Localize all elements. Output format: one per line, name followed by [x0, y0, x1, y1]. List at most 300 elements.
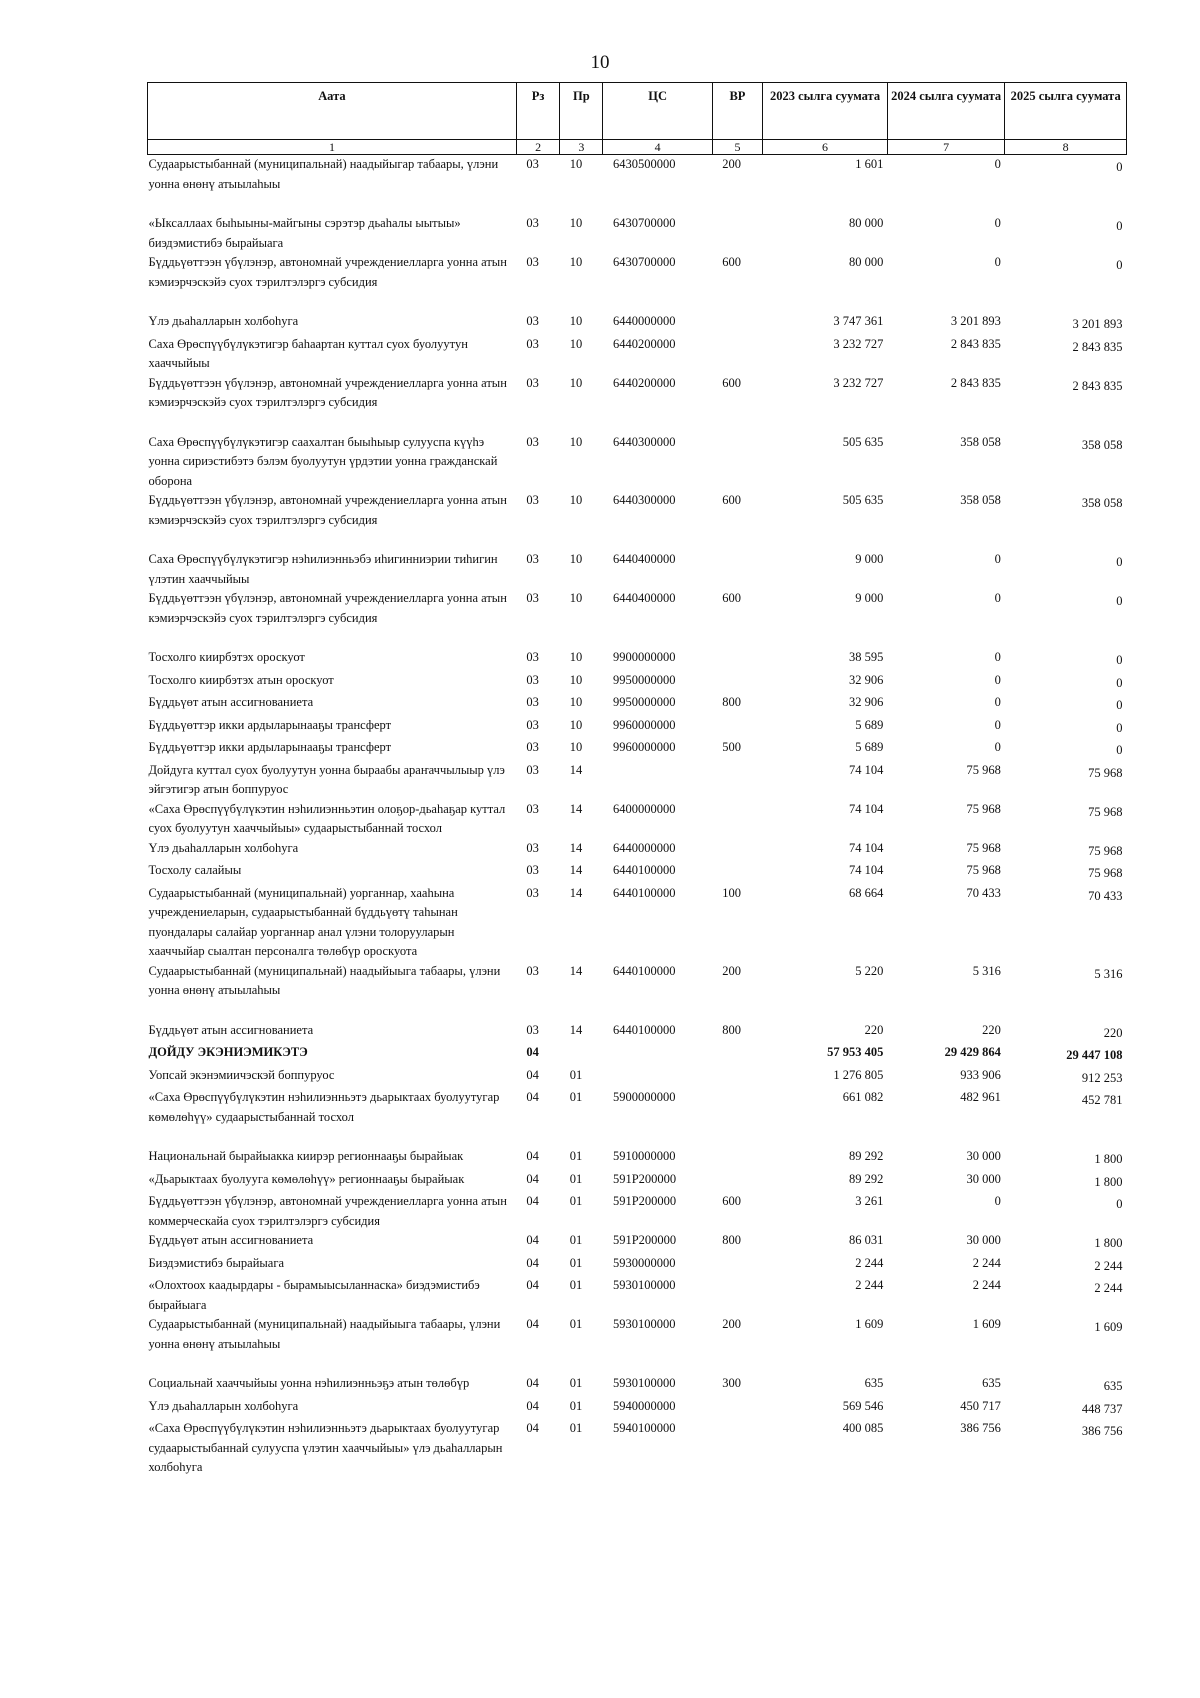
row-name: Социальнай хааччыйыы уонна нэhилиэнньэҕэ атын төлөбүр [148, 1376, 470, 1390]
row-vr: 800 [722, 1022, 741, 1037]
row-name: Бүддьүөттээн үбүлэнэр, автономнай учреждениелларга уонна атын кэмиэрчэскэйэ суох тэрилтэлэргэ субсидия [148, 255, 507, 289]
row-amount-2025: 2 843 835 [1072, 378, 1123, 393]
row-rz: 03 [526, 493, 539, 507]
row-vr [712, 800, 762, 839]
table-row [148, 1170, 1127, 1193]
row-pr: 01 [569, 1194, 583, 1208]
row-cs: 6440200000 [612, 375, 676, 390]
table-row [148, 716, 1127, 739]
row-cs: 5930100000 [612, 1317, 676, 1331]
row-rz: 03 [526, 336, 539, 351]
row-name: Судаарыстыбаннай (муниципальнай) наадыйыгар табаары, үлэни уонна өнөнү атыылаhыы [148, 157, 499, 191]
column-number: 4 [603, 140, 712, 155]
row-pr: 10 [569, 314, 583, 328]
row-rz: 04 [526, 1398, 539, 1413]
row-rz: 04 [526, 1067, 539, 1082]
row-vr [712, 214, 762, 253]
row-rz: 04 [526, 1376, 539, 1390]
header-2024: 2024 сылга суумата [887, 83, 1004, 140]
row-amount-2025: 0 [1116, 743, 1123, 757]
row-rz: 04 [526, 1278, 539, 1292]
row-spacer [148, 628, 1127, 648]
row-amount-2023: 9 000 [855, 591, 884, 605]
column-number: 7 [887, 140, 1004, 155]
row-amount-2024: 75 968 [966, 801, 1001, 816]
row-name: Биэдэмистибэ бырайыага [148, 1255, 285, 1270]
row-cs: 6440000000 [612, 314, 676, 328]
row-rz: 03 [526, 863, 539, 877]
row-pr: 14 [569, 885, 583, 900]
row-amount-2025: 0 [1116, 219, 1123, 233]
row-rz: 04 [526, 1149, 539, 1163]
table-row [148, 1066, 1127, 1089]
row-vr [712, 1254, 762, 1277]
row-amount-2025: 29 447 108 [1066, 1048, 1123, 1062]
row-pr: 01 [569, 1090, 583, 1104]
row-rz: 03 [526, 591, 539, 605]
row-amount-2023: 569 546 [842, 1398, 884, 1413]
row-amount-2024: 30 000 [966, 1171, 1001, 1186]
row-name: ДОЙДУ ЭКЭНИЭМИКЭТЭ [148, 1045, 308, 1059]
row-pr: 10 [569, 336, 583, 351]
column-number: 6 [763, 140, 888, 155]
row-spacer-cell [148, 628, 1127, 648]
row-name: Судаарыстыбаннай (муниципальнай) наадыйыыга табаары, үлэни уонна өнөнү атыылаhыы [148, 1317, 501, 1351]
row-pr: 01 [569, 1376, 583, 1390]
row-rz: 04 [526, 1171, 539, 1186]
column-number: 1 [148, 140, 517, 155]
row-amount-2025: 70 433 [1088, 888, 1123, 903]
row-pr: 10 [569, 255, 583, 269]
row-cs: 9950000000 [612, 672, 676, 687]
row-amount-2023: 32 906 [849, 672, 884, 687]
row-amount-2025: 1 800 [1094, 1152, 1123, 1166]
row-amount-2025: 75 968 [1088, 866, 1123, 880]
row-amount-2023: 1 601 [855, 157, 884, 171]
row-rz: 03 [526, 216, 539, 230]
row-rz: 04 [526, 1255, 539, 1270]
row-rz: 04 [526, 1090, 539, 1104]
row-cs: 6440100000 [612, 1022, 676, 1037]
row-vr [712, 1088, 762, 1127]
row-rz: 04 [526, 1421, 539, 1435]
table-row [148, 433, 1127, 492]
row-spacer [148, 530, 1127, 550]
header-rz: Рз [516, 83, 559, 140]
table-row [148, 214, 1127, 253]
row-pr: 14 [569, 762, 583, 777]
row-rz: 03 [526, 762, 539, 777]
row-amount-2024: 75 968 [966, 840, 1001, 855]
table-row [148, 491, 1127, 530]
row-spacer-cell [148, 1127, 1127, 1147]
row-amount-2025: 358 058 [1081, 437, 1123, 452]
row-amount-2023: 1 276 805 [833, 1067, 884, 1082]
row-name: Национальнай бырайыакка киирэр регионнааҕы бырайыак [148, 1149, 464, 1163]
row-amount-2025: 1 800 [1094, 1174, 1123, 1189]
row-vr: 600 [722, 1194, 741, 1208]
row-amount-2023: 2 244 [855, 1255, 884, 1270]
table-row [148, 962, 1127, 1001]
row-cs: 6440400000 [612, 552, 676, 566]
row-amount-2025: 0 [1116, 1197, 1123, 1211]
row-cs: 9950000000 [612, 695, 676, 709]
row-rz: 03 [526, 255, 539, 269]
row-pr [560, 1043, 603, 1066]
row-pr: 10 [569, 717, 583, 732]
row-amount-2023: 9 000 [855, 552, 884, 566]
row-name: Бүддьүөт атын ассигнованиета [148, 1022, 314, 1037]
row-pr: 10 [569, 375, 583, 390]
row-amount-2024: 29 429 864 [944, 1045, 1001, 1059]
row-amount-2024: 1 609 [972, 1317, 1001, 1331]
row-amount-2025: 75 968 [1088, 765, 1123, 780]
row-amount-2023: 74 104 [849, 840, 884, 855]
row-vr [712, 1419, 762, 1478]
table-row [148, 1254, 1127, 1277]
row-amount-2025: 0 [1116, 653, 1123, 667]
row-amount-2024: 0 [994, 157, 1001, 171]
row-spacer [148, 292, 1127, 312]
row-amount-2024: 0 [994, 255, 1001, 269]
row-amount-2023: 635 [864, 1376, 884, 1390]
row-pr: 01 [569, 1255, 583, 1270]
row-amount-2023: 57 953 405 [827, 1045, 884, 1059]
row-rz: 03 [526, 740, 539, 754]
table-body [148, 155, 1127, 1478]
row-vr [712, 716, 762, 739]
row-spacer-cell [148, 194, 1127, 214]
row-amount-2024: 0 [994, 740, 1001, 754]
row-amount-2024: 30 000 [966, 1233, 1001, 1247]
row-cs: 5940000000 [612, 1398, 676, 1413]
row-amount-2025: 0 [1116, 160, 1123, 174]
row-amount-2023: 32 906 [849, 695, 884, 709]
row-amount-2024: 2 244 [972, 1255, 1001, 1270]
row-amount-2025: 0 [1116, 675, 1123, 690]
row-amount-2023: 2 244 [855, 1278, 884, 1292]
row-pr: 01 [569, 1067, 583, 1082]
table-row [148, 253, 1127, 292]
row-name: Бүддьүөттэр икки ардыларынааҕы трансферт [148, 717, 392, 732]
row-amount-2025: 0 [1116, 720, 1123, 735]
header-row [148, 83, 1127, 140]
row-amount-2023: 1 609 [855, 1317, 884, 1331]
row-amount-2025: 0 [1116, 594, 1123, 608]
row-amount-2025: 220 [1103, 1025, 1123, 1040]
row-cs: 6400000000 [612, 801, 676, 816]
row-amount-2023: 80 000 [849, 255, 884, 269]
row-amount-2024: 220 [982, 1022, 1001, 1037]
row-cs: 5930000000 [612, 1255, 676, 1270]
row-amount-2024: 0 [994, 552, 1001, 566]
row-cs: 6430700000 [612, 255, 676, 269]
row-name: Бүддьүөт атын ассигнованиета [148, 695, 314, 709]
table-row [148, 1419, 1127, 1478]
row-amount-2024: 2 843 835 [950, 375, 1001, 390]
row-amount-2024: 75 968 [966, 863, 1001, 877]
row-amount-2023: 3 261 [855, 1194, 884, 1208]
row-amount-2023: 80 000 [849, 216, 884, 230]
row-amount-2023: 89 292 [849, 1149, 884, 1163]
row-amount-2023: 3 232 727 [833, 375, 884, 390]
row-vr: 600 [722, 493, 741, 507]
row-cs [603, 761, 712, 800]
row-cs: 5930100000 [612, 1376, 676, 1390]
row-pr: 01 [569, 1233, 583, 1247]
table-row [148, 335, 1127, 374]
row-amount-2023: 505 635 [842, 434, 884, 449]
row-pr: 10 [569, 552, 583, 566]
row-amount-2024: 0 [994, 717, 1001, 732]
row-vr [712, 861, 762, 884]
row-amount-2024: 0 [994, 1194, 1001, 1208]
row-vr: 200 [722, 963, 741, 978]
row-spacer-cell [148, 292, 1127, 312]
row-amount-2024: 0 [994, 650, 1001, 664]
row-amount-2023: 3 747 361 [833, 314, 884, 328]
row-amount-2025: 75 968 [1088, 843, 1123, 858]
row-amount-2023: 74 104 [849, 801, 884, 816]
row-pr: 10 [569, 650, 583, 664]
row-rz: 03 [526, 375, 539, 390]
column-number: 5 [712, 140, 762, 155]
page-number: 10 [590, 52, 610, 73]
row-cs: 5930100000 [612, 1278, 676, 1292]
table-row [148, 761, 1127, 800]
row-vr [712, 312, 762, 335]
row-amount-2024: 5 316 [972, 963, 1001, 978]
row-name: Саха Өрөспүүбүлүкэтигэр саахалтан быыhыыр сулууспа күүhэ уонна сириэстибэтэ бэлэм буолуутун үрдэтии уонна гражданскай оборона [148, 434, 498, 488]
header-2023: 2023 сылга суумата [763, 83, 888, 140]
row-vr [712, 1043, 762, 1066]
row-amount-2024: 0 [994, 216, 1001, 230]
table-row [148, 1397, 1127, 1420]
row-amount-2023: 220 [864, 1022, 884, 1037]
row-spacer-cell [148, 1001, 1127, 1021]
row-vr [712, 1397, 762, 1420]
row-amount-2023: 74 104 [849, 863, 884, 877]
row-cs: 6440100000 [612, 885, 676, 900]
row-amount-2024: 3 201 893 [950, 314, 1001, 328]
row-name: Судаарыстыбаннай (муниципальнай) наадыйыыга табаары, үлэни уонна өнөнү атыылаhыы [148, 963, 501, 997]
row-amount-2024: 0 [994, 672, 1001, 687]
table-row [148, 671, 1127, 694]
row-pr: 10 [569, 672, 583, 687]
row-rz: 03 [526, 672, 539, 687]
row-amount-2024: 30 000 [966, 1149, 1001, 1163]
row-amount-2025: 3 201 893 [1072, 317, 1123, 331]
row-cs: 6440400000 [612, 591, 676, 605]
row-rz: 03 [526, 1022, 539, 1037]
row-amount-2024: 358 058 [960, 434, 1001, 449]
row-amount-2024: 635 [982, 1376, 1001, 1390]
row-pr: 01 [569, 1317, 583, 1331]
row-amount-2025: 2 244 [1094, 1281, 1123, 1295]
row-vr [712, 648, 762, 671]
column-number: 8 [1005, 140, 1127, 155]
row-amount-2025: 1 800 [1094, 1236, 1123, 1250]
row-name: Үлэ дьаhалларын холбоhуга [148, 1398, 299, 1413]
row-vr [712, 761, 762, 800]
row-spacer [148, 413, 1127, 433]
row-amount-2025: 0 [1116, 258, 1123, 272]
row-name: «Саха Өрөспүүбүлүкэтин нэhилиэнньэтин олоҕор-дьаhаҕар куттал суох буолуутун хааччыйыы» судаарыстыбаннай тосхол [148, 801, 506, 835]
row-vr: 100 [722, 885, 741, 900]
row-cs: 6430700000 [612, 216, 676, 230]
row-rz: 03 [526, 885, 539, 900]
table-row [148, 374, 1127, 413]
row-amount-2023: 400 085 [842, 1421, 884, 1435]
row-vr [712, 1066, 762, 1089]
table-row [148, 693, 1127, 716]
row-name: «Ыксаллаах быhыыны-майгыны сэрэтэр дьаhалы ыытыы» биэдэмистибэ бырайыага [148, 216, 461, 250]
table-row [148, 839, 1127, 862]
row-vr [712, 550, 762, 589]
row-spacer-cell [148, 413, 1127, 433]
row-pr: 10 [569, 434, 583, 449]
row-vr: 300 [722, 1376, 741, 1390]
row-amount-2025: 448 737 [1081, 1401, 1123, 1416]
row-amount-2023: 5 689 [855, 740, 884, 754]
row-pr: 10 [569, 695, 583, 709]
row-vr [712, 839, 762, 862]
row-vr [712, 671, 762, 694]
row-name: Бүддьүөттээн үбүлэнэр, автономнай учреждениелларга уонна атын кэмиэрчэскэйэ суох тэрилтэлэргэ субсидия [148, 493, 507, 527]
row-amount-2025: 635 [1103, 1379, 1123, 1393]
row-cs: 5900000000 [612, 1090, 676, 1104]
row-amount-2025: 1 609 [1094, 1320, 1123, 1334]
row-vr: 500 [722, 740, 741, 754]
row-name: «Олохтоох кaадырдары - бырамыысыланнаска» биэдэмистибэ бырайыага [148, 1278, 480, 1312]
table-row [148, 648, 1127, 671]
column-number: 3 [560, 140, 603, 155]
row-spacer [148, 1354, 1127, 1374]
row-rz: 03 [526, 552, 539, 566]
row-amount-2023: 505 635 [842, 493, 884, 507]
row-cs [603, 1066, 712, 1089]
row-amount-2024: 482 961 [960, 1090, 1001, 1104]
row-cs: 591P200000 [612, 1171, 677, 1186]
row-cs: 6440300000 [612, 493, 676, 507]
row-pr: 14 [569, 840, 583, 855]
row-name: Саха Өрөспүүбүлүкэтигэр баhаартан куттал суох буолуутун хааччыйыы [148, 336, 468, 370]
row-rz: 03 [526, 434, 539, 449]
row-rz: 03 [526, 801, 539, 816]
row-pr: 14 [569, 801, 583, 816]
table-row [148, 861, 1127, 884]
row-pr: 01 [569, 1171, 583, 1186]
row-amount-2025: 386 756 [1081, 1424, 1123, 1438]
row-spacer [148, 194, 1127, 214]
row-pr: 14 [569, 1022, 583, 1037]
row-pr: 01 [569, 1421, 583, 1435]
table-row [148, 1276, 1127, 1315]
row-pr: 10 [569, 591, 583, 605]
table-row [148, 550, 1127, 589]
row-pr: 01 [569, 1398, 583, 1413]
row-pr: 10 [569, 493, 583, 507]
row-vr: 800 [722, 1233, 741, 1247]
row-amount-2023: 5 689 [855, 717, 884, 732]
row-pr: 01 [569, 1278, 583, 1292]
table-row [148, 1315, 1127, 1354]
table-row [148, 312, 1127, 335]
row-cs: 9960000000 [612, 717, 676, 732]
table-row [148, 1021, 1127, 1044]
table-row [148, 1231, 1127, 1254]
row-cs: 591P200000 [612, 1233, 677, 1247]
row-cs: 5940100000 [612, 1421, 676, 1435]
row-amount-2023: 5 220 [855, 963, 884, 978]
row-name: Саха Өрөспүүбүлүкэтигэр нэhилиэнньэбэ иhигинниэрии тиhигин үлэтин хааччыйыы [148, 552, 498, 586]
row-amount-2025: 0 [1116, 555, 1123, 569]
row-amount-2025: 358 058 [1081, 496, 1123, 510]
row-rz: 03 [526, 840, 539, 855]
row-amount-2025: 2 843 835 [1072, 339, 1123, 354]
row-cs: 6440100000 [612, 863, 676, 877]
table-row [148, 1192, 1127, 1231]
row-amount-2024: 0 [994, 695, 1001, 709]
row-amount-2023: 89 292 [849, 1171, 884, 1186]
row-amount-2025: 2 244 [1094, 1258, 1123, 1273]
row-cs: 9900000000 [612, 650, 676, 664]
row-name: Тосхолго киирбэтэх ороскуот [148, 650, 305, 664]
table-row [148, 738, 1127, 761]
row-name: Бүддьүөт атын ассигнованиета [148, 1233, 314, 1247]
row-name: Уопсай экэнэмиичэскэй боппуруос [148, 1067, 335, 1082]
row-spacer-cell [148, 1354, 1127, 1374]
header-cs: ЦС [603, 83, 712, 140]
table-row [148, 884, 1127, 962]
row-rz: 03 [526, 963, 539, 978]
row-spacer [148, 1001, 1127, 1021]
table-row [148, 1374, 1127, 1397]
row-cs: 6430500000 [612, 157, 676, 171]
row-name: Дойдуга куттал суох буолуутун уонна быраабы араҥаччылыыр үлэ эйгэтигэр атын боппуруос [148, 762, 505, 796]
row-pr: 10 [569, 157, 583, 171]
table-row [148, 155, 1127, 195]
row-vr [712, 1170, 762, 1193]
row-name: Үлэ дьаhалларын холбоhуга [148, 314, 299, 328]
row-amount-2025: 0 [1116, 698, 1123, 712]
row-rz: 03 [526, 157, 539, 171]
row-amount-2024: 933 906 [960, 1067, 1001, 1082]
row-rz: 03 [526, 717, 539, 732]
row-vr [712, 335, 762, 374]
budget-table [147, 82, 1127, 1478]
table-row [148, 800, 1127, 839]
row-name: Бүддьүөттэр икки ардыларынааҕы трансферт [148, 740, 392, 754]
row-vr: 600 [722, 591, 741, 605]
row-rz: 04 [526, 1194, 539, 1208]
row-amount-2025: 452 781 [1081, 1093, 1123, 1107]
row-name: Тосхолго киирбэтэх атын ороскуот [148, 672, 334, 687]
row-rz: 04 [526, 1317, 539, 1331]
row-cs: 9960000000 [612, 740, 676, 754]
row-name: Бүддьүөттээн үбүлэнэр, автономнай учреждениелларга уонна атын коммерческайа суох тэрилтэлэргэ субсидия [148, 1194, 507, 1228]
row-amount-2023: 3 232 727 [833, 336, 884, 351]
row-cs [603, 1043, 712, 1066]
header-name: Аата [148, 83, 517, 140]
row-name: Тосхолу салайыы [148, 863, 242, 877]
header-2025: 2025 сылга суумата [1005, 83, 1127, 140]
row-amount-2025: 5 316 [1094, 966, 1123, 981]
row-pr: 14 [569, 863, 583, 877]
row-amount-2023: 86 031 [849, 1233, 884, 1247]
row-cs: 6440200000 [612, 336, 676, 351]
row-pr: 01 [569, 1149, 583, 1163]
